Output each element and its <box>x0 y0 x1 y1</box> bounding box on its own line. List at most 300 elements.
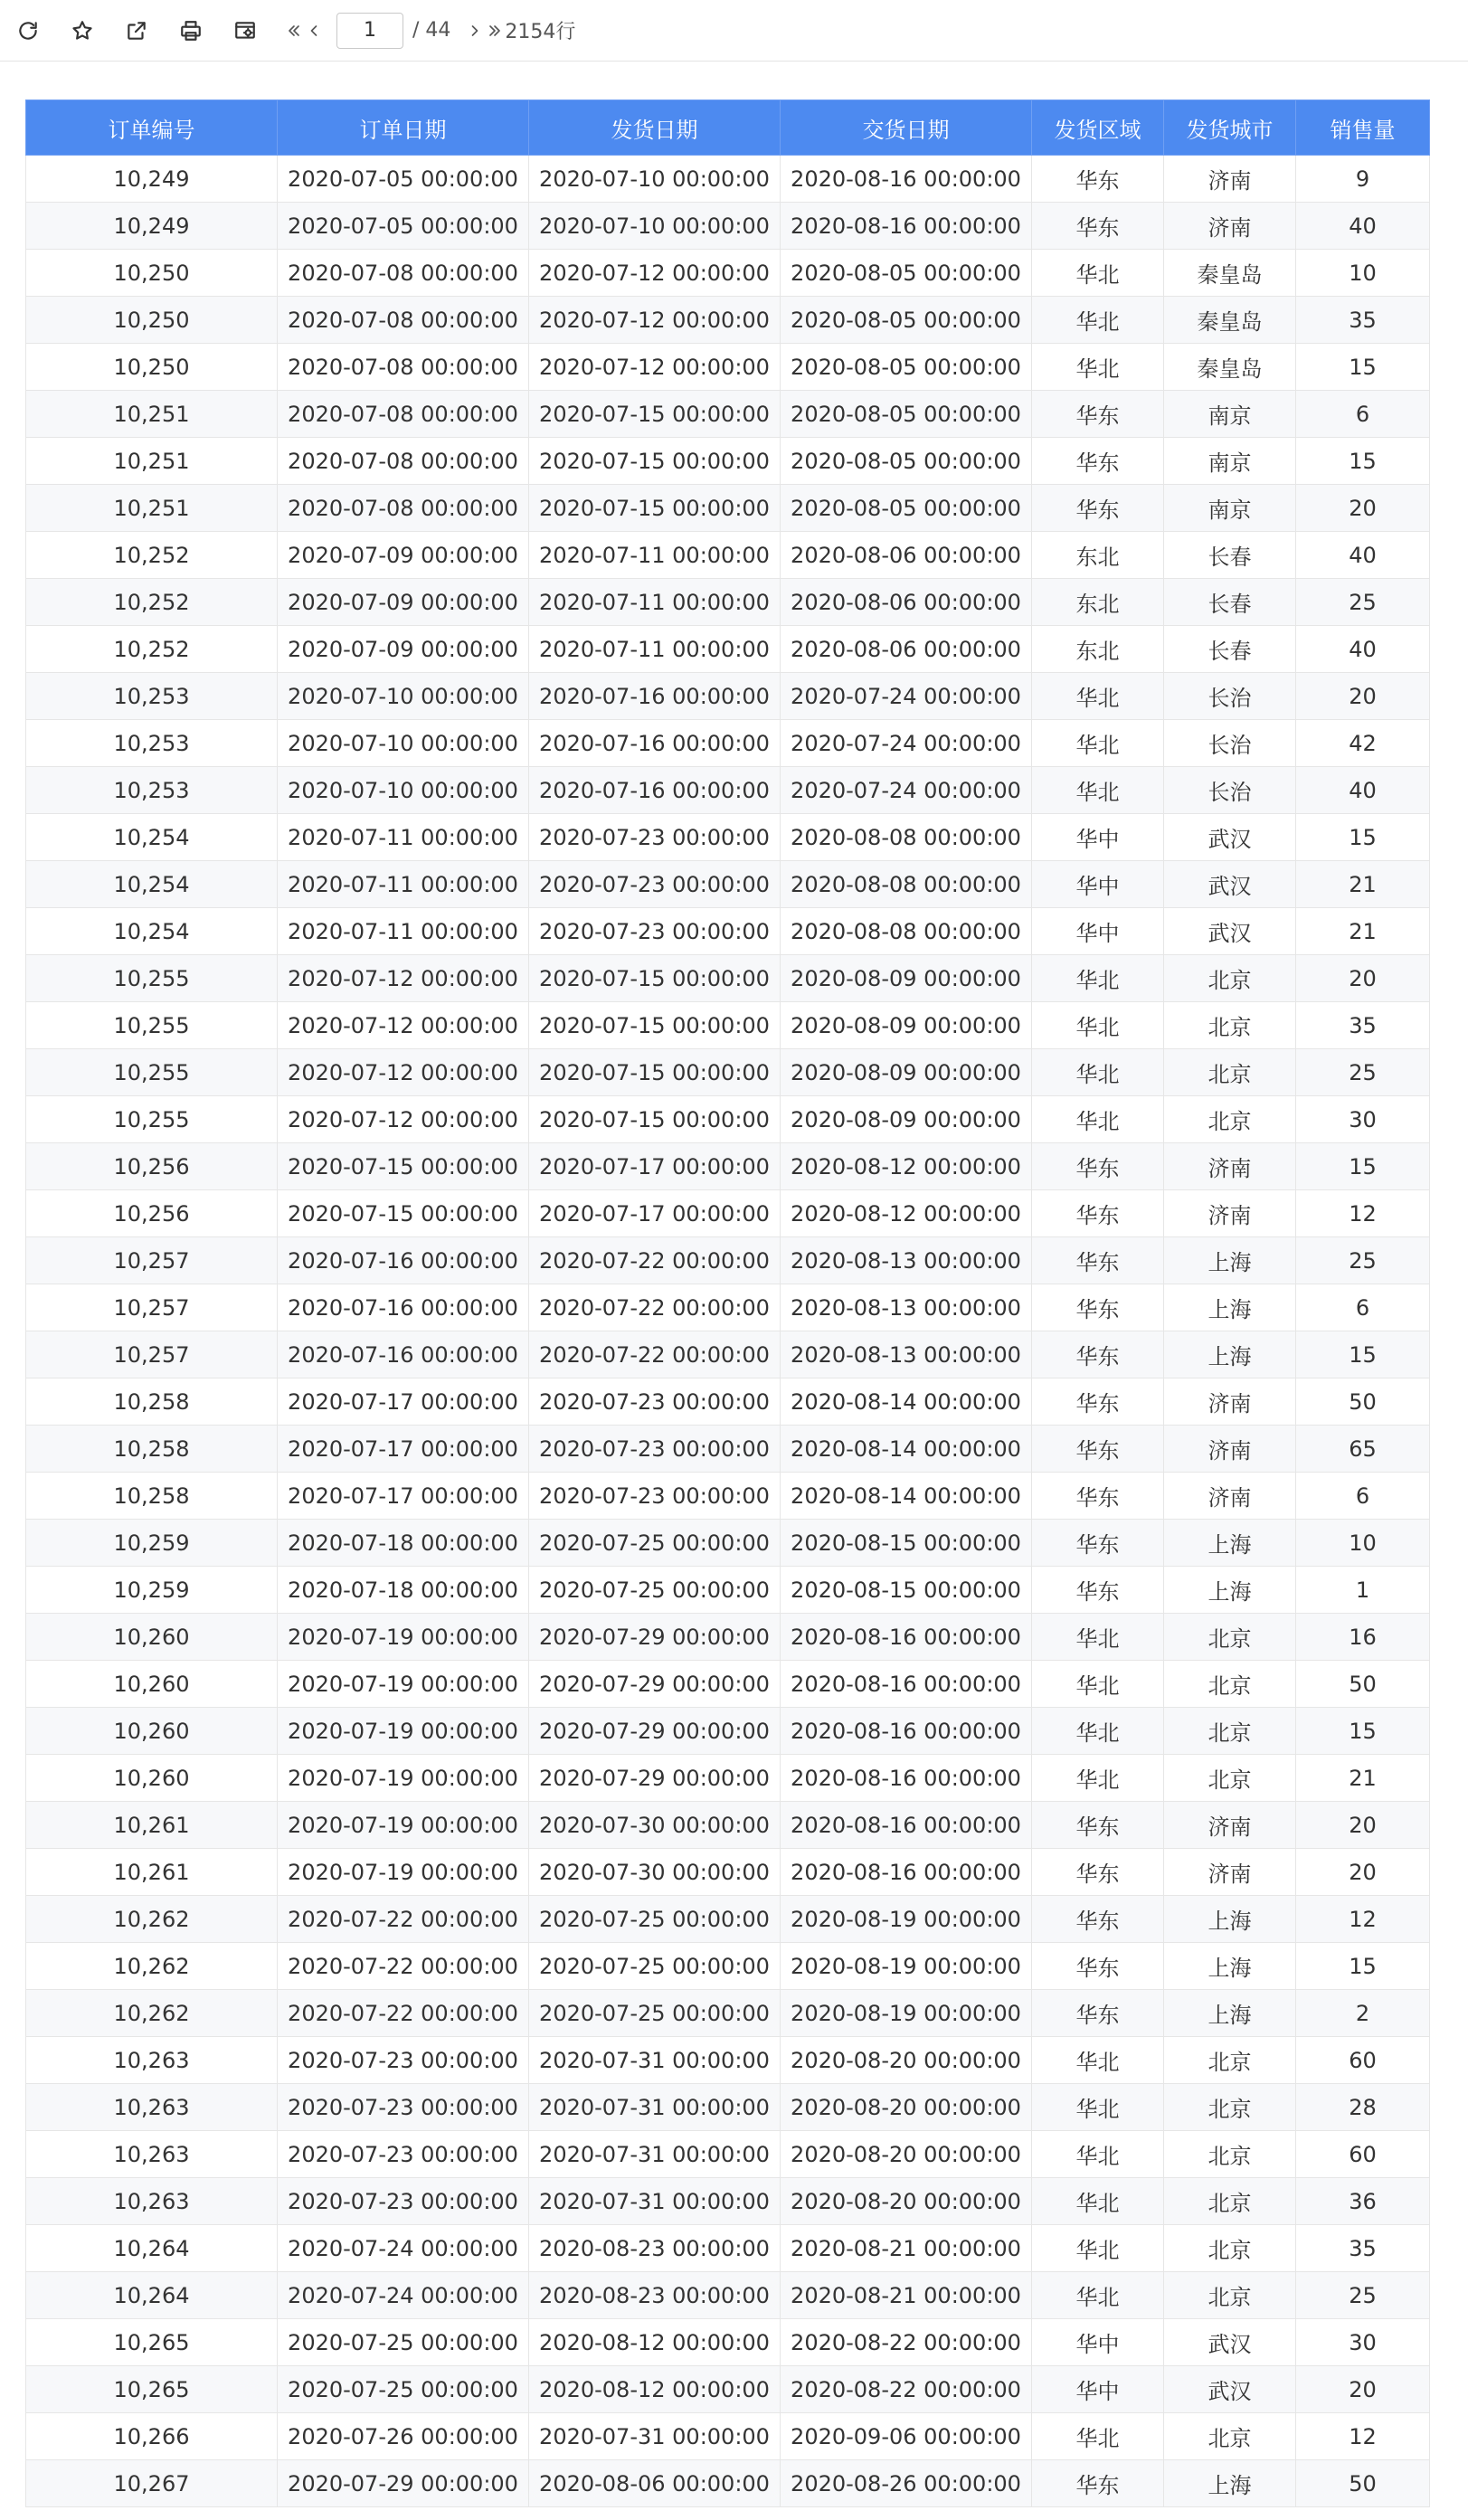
table-row <box>26 1943 1430 1990</box>
table-cell: 10,250 <box>26 344 278 391</box>
table-cell: 2020-07-25 00:00:00 <box>278 2366 529 2413</box>
table-cell: 武汉 <box>1164 861 1296 908</box>
table-cell: 10,265 <box>26 2366 278 2413</box>
table-cell: 16 <box>1296 1614 1430 1661</box>
table-cell: 2020-07-08 00:00:00 <box>278 344 529 391</box>
table-row <box>26 2037 1430 2084</box>
table-cell: 10,251 <box>26 391 278 438</box>
table-cell: 上海 <box>1164 1896 1296 1943</box>
table-cell: 华北 <box>1032 1002 1164 1049</box>
table-cell: 10,257 <box>26 1237 278 1284</box>
table-cell: 华东 <box>1032 156 1164 203</box>
table-cell: 10,261 <box>26 1802 278 1849</box>
table-cell: 2020-08-09 00:00:00 <box>781 1002 1032 1049</box>
table-cell: 2020-07-31 00:00:00 <box>529 2131 781 2178</box>
table-row <box>26 250 1430 297</box>
table-cell: 25 <box>1296 2272 1430 2319</box>
table-cell: 2020-07-18 00:00:00 <box>278 1567 529 1614</box>
table-cell: 华北 <box>1032 673 1164 720</box>
table-cell: 秦皇岛 <box>1164 250 1296 297</box>
table-cell: 10,253 <box>26 767 278 814</box>
table-cell: 上海 <box>1164 2460 1296 2507</box>
table-cell: 华北 <box>1032 2037 1164 2084</box>
table-cell: 2020-07-09 00:00:00 <box>278 626 529 673</box>
table-cell: 2020-07-12 00:00:00 <box>278 1002 529 1049</box>
table-cell: 2020-07-19 00:00:00 <box>278 1708 529 1755</box>
table-cell: 武汉 <box>1164 2366 1296 2413</box>
table-cell: 2020-08-19 00:00:00 <box>781 1943 1032 1990</box>
table-cell: 10,255 <box>26 955 278 1002</box>
table-cell: 2020-08-06 00:00:00 <box>529 2460 781 2507</box>
table-cell: 华东 <box>1032 1378 1164 1426</box>
table-cell: 华东 <box>1032 1896 1164 1943</box>
column-header[interactable]: 订单日期 <box>278 100 529 156</box>
column-header[interactable]: 发货城市 <box>1164 100 1296 156</box>
table-cell: 35 <box>1296 1002 1430 1049</box>
table-cell: 2020-07-25 00:00:00 <box>529 1896 781 1943</box>
table-cell: 北京 <box>1164 2131 1296 2178</box>
table-cell: 北京 <box>1164 1096 1296 1143</box>
table-cell: 2020-07-08 00:00:00 <box>278 485 529 532</box>
table-cell: 2020-07-31 00:00:00 <box>529 2084 781 2131</box>
table-row <box>26 2319 1430 2366</box>
table-cell: 10,260 <box>26 1614 278 1661</box>
table-cell: 10,259 <box>26 1567 278 1614</box>
table-cell: 30 <box>1296 1096 1430 1143</box>
table-cell: 10 <box>1296 250 1430 297</box>
table-cell: 40 <box>1296 767 1430 814</box>
table-cell: 2020-07-29 00:00:00 <box>278 2460 529 2507</box>
column-header[interactable]: 发货区域 <box>1032 100 1164 156</box>
table-cell: 长治 <box>1164 767 1296 814</box>
table-cell: 华东 <box>1032 1190 1164 1237</box>
table-cell: 10,254 <box>26 861 278 908</box>
table-cell: 2020-08-19 00:00:00 <box>781 1990 1032 2037</box>
table-cell: 2020-07-11 00:00:00 <box>529 626 781 673</box>
table-cell: 华东 <box>1032 391 1164 438</box>
table-row <box>26 156 1430 203</box>
table-row <box>26 1002 1430 1049</box>
table-cell: 2020-07-22 00:00:00 <box>278 1896 529 1943</box>
table-cell: 北京 <box>1164 1049 1296 1096</box>
table-cell: 东北 <box>1032 532 1164 579</box>
table-cell: 10,257 <box>26 1331 278 1378</box>
table-cell: 2020-07-15 00:00:00 <box>278 1190 529 1237</box>
table-cell: 2 <box>1296 1990 1430 2037</box>
table-cell: 2020-07-05 00:00:00 <box>278 203 529 250</box>
table-cell: 上海 <box>1164 1520 1296 1567</box>
table-cell: 华北 <box>1032 2084 1164 2131</box>
table-cell: 上海 <box>1164 1331 1296 1378</box>
table-row <box>26 1802 1430 1849</box>
table-cell: 2020-07-30 00:00:00 <box>529 1849 781 1896</box>
table-cell: 15 <box>1296 1331 1430 1378</box>
table-cell: 10,263 <box>26 2131 278 2178</box>
table-cell: 2020-07-23 00:00:00 <box>529 908 781 955</box>
print-icon[interactable] <box>175 15 206 46</box>
table-cell: 10,263 <box>26 2037 278 2084</box>
table-row <box>26 1755 1430 1802</box>
table-cell: 10,252 <box>26 532 278 579</box>
table-cell: 10,260 <box>26 1708 278 1755</box>
table-cell: 10,257 <box>26 1284 278 1331</box>
table-cell: 2020-08-21 00:00:00 <box>781 2272 1032 2319</box>
table-cell: 50 <box>1296 1661 1430 1708</box>
page-number-input[interactable] <box>336 13 403 49</box>
table-body <box>26 156 1430 2507</box>
column-header[interactable]: 发货日期 <box>529 100 781 156</box>
table-cell: 10,256 <box>26 1190 278 1237</box>
table-row <box>26 438 1430 485</box>
table-cell: 2020-07-25 00:00:00 <box>529 1990 781 2037</box>
table-cell: 武汉 <box>1164 814 1296 861</box>
table-cell: 2020-07-25 00:00:00 <box>529 1567 781 1614</box>
table-row <box>26 1143 1430 1190</box>
table-cell: 北京 <box>1164 2413 1296 2460</box>
table-cell: 2020-08-05 00:00:00 <box>781 391 1032 438</box>
table-cell: 华北 <box>1032 720 1164 767</box>
table-row <box>26 2460 1430 2507</box>
table-cell: 2020-07-22 00:00:00 <box>529 1331 781 1378</box>
table-cell: 华北 <box>1032 2225 1164 2272</box>
table-cell: 北京 <box>1164 2084 1296 2131</box>
table-cell: 10,260 <box>26 1661 278 1708</box>
table-cell: 上海 <box>1164 1943 1296 1990</box>
table-cell: 北京 <box>1164 955 1296 1002</box>
table-cell: 2020-07-10 00:00:00 <box>278 673 529 720</box>
table-cell: 2020-08-14 00:00:00 <box>781 1426 1032 1473</box>
table-cell: 北京 <box>1164 1755 1296 1802</box>
table-cell: 40 <box>1296 532 1430 579</box>
table-cell: 2020-07-23 00:00:00 <box>529 1378 781 1426</box>
table-cell: 2020-07-15 00:00:00 <box>278 1143 529 1190</box>
table-cell: 2020-07-12 00:00:00 <box>278 955 529 1002</box>
table-cell: 2020-07-11 00:00:00 <box>529 579 781 626</box>
last-page-icon[interactable] <box>485 15 505 46</box>
table-cell: 25 <box>1296 1237 1430 1284</box>
table-cell: 华北 <box>1032 2178 1164 2225</box>
table-cell: 60 <box>1296 2131 1430 2178</box>
table-cell: 华北 <box>1032 955 1164 1002</box>
table-row <box>26 532 1430 579</box>
table-cell: 2020-07-05 00:00:00 <box>278 156 529 203</box>
table-cell: 2020-08-12 00:00:00 <box>529 2319 781 2366</box>
table-row <box>26 1614 1430 1661</box>
table-cell: 2020-08-20 00:00:00 <box>781 2131 1032 2178</box>
table-cell: 华北 <box>1032 1614 1164 1661</box>
table-cell: 10,265 <box>26 2319 278 2366</box>
table-cell: 10,253 <box>26 673 278 720</box>
table-cell: 济南 <box>1164 1473 1296 1520</box>
table-cell: 12 <box>1296 2413 1430 2460</box>
table-row <box>26 2084 1430 2131</box>
table-row <box>26 203 1430 250</box>
table-cell: 北京 <box>1164 2037 1296 2084</box>
table-cell: 长治 <box>1164 720 1296 767</box>
table-row <box>26 1567 1430 1614</box>
column-header[interactable]: 订单编号 <box>26 100 278 156</box>
column-header[interactable]: 销售量 <box>1296 100 1430 156</box>
table-cell: 2020-08-14 00:00:00 <box>781 1473 1032 1520</box>
table-cell: 35 <box>1296 297 1430 344</box>
table-cell: 华北 <box>1032 767 1164 814</box>
table-cell: 20 <box>1296 955 1430 1002</box>
table-cell: 2020-07-16 00:00:00 <box>529 767 781 814</box>
column-header[interactable]: 交货日期 <box>781 100 1032 156</box>
table-row <box>26 2272 1430 2319</box>
table-cell: 2020-08-09 00:00:00 <box>781 1049 1032 1096</box>
table-cell: 30 <box>1296 2319 1430 2366</box>
report-toolbar <box>0 0 1468 62</box>
table-cell: 2020-07-23 00:00:00 <box>278 2131 529 2178</box>
table-cell: 15 <box>1296 814 1430 861</box>
table-cell: 2020-07-10 00:00:00 <box>278 767 529 814</box>
table-cell: 25 <box>1296 1049 1430 1096</box>
table-cell: 2020-08-16 00:00:00 <box>781 1802 1032 1849</box>
table-cell: 2020-08-23 00:00:00 <box>529 2225 781 2272</box>
table-row <box>26 391 1430 438</box>
table-cell: 2020-08-06 00:00:00 <box>781 579 1032 626</box>
table-cell: 6 <box>1296 1473 1430 1520</box>
table-cell: 20 <box>1296 2366 1430 2413</box>
table-cell: 2020-07-15 00:00:00 <box>529 955 781 1002</box>
table-cell: 10,249 <box>26 203 278 250</box>
table-row <box>26 720 1430 767</box>
table-cell: 长治 <box>1164 673 1296 720</box>
table-cell: 12 <box>1296 1896 1430 1943</box>
table-cell: 42 <box>1296 720 1430 767</box>
table-cell: 华东 <box>1032 1943 1164 1990</box>
table-cell: 华东 <box>1032 1567 1164 1614</box>
star-icon[interactable] <box>67 15 98 46</box>
table-cell: 20 <box>1296 1802 1430 1849</box>
table-cell: 2020-07-24 00:00:00 <box>278 2225 529 2272</box>
table-cell: 华北 <box>1032 1049 1164 1096</box>
table-cell: 10,249 <box>26 156 278 203</box>
table-cell: 2020-07-19 00:00:00 <box>278 1802 529 1849</box>
table-cell: 华北 <box>1032 1096 1164 1143</box>
table-row <box>26 2178 1430 2225</box>
table-cell: 华东 <box>1032 438 1164 485</box>
table-cell: 东北 <box>1032 626 1164 673</box>
table-cell: 济南 <box>1164 1849 1296 1896</box>
table-cell: 2020-07-19 00:00:00 <box>278 1614 529 1661</box>
table-cell: 华东 <box>1032 1802 1164 1849</box>
table-cell: 2020-08-19 00:00:00 <box>781 1896 1032 1943</box>
pagination <box>284 13 575 49</box>
table-cell: 2020-07-23 00:00:00 <box>278 2037 529 2084</box>
refresh-icon[interactable] <box>13 15 43 46</box>
table-cell: 50 <box>1296 2460 1430 2507</box>
table-cell: 2020-07-11 00:00:00 <box>278 908 529 955</box>
table-cell: 40 <box>1296 626 1430 673</box>
table-cell: 2020-07-23 00:00:00 <box>529 1426 781 1473</box>
table-cell: 2020-07-29 00:00:00 <box>529 1661 781 1708</box>
table-cell: 10 <box>1296 1520 1430 1567</box>
table-cell: 上海 <box>1164 1990 1296 2037</box>
table-cell: 济南 <box>1164 203 1296 250</box>
table-cell: 2020-07-17 00:00:00 <box>278 1378 529 1426</box>
table-cell: 2020-07-12 00:00:00 <box>529 344 781 391</box>
table-cell: 华北 <box>1032 2131 1164 2178</box>
table-cell: 2020-07-15 00:00:00 <box>529 438 781 485</box>
table-cell: 2020-07-19 00:00:00 <box>278 1755 529 1802</box>
table-cell: 20 <box>1296 1849 1430 1896</box>
table-row <box>26 2225 1430 2272</box>
total-pages: / 44 <box>412 19 451 42</box>
table-cell: 济南 <box>1164 1426 1296 1473</box>
table-row <box>26 2413 1430 2460</box>
table-cell: 2020-08-16 00:00:00 <box>781 1849 1032 1896</box>
table-row <box>26 1473 1430 1520</box>
table-cell: 21 <box>1296 1755 1430 1802</box>
settings-icon[interactable] <box>230 15 260 46</box>
table-cell: 2020-08-22 00:00:00 <box>781 2319 1032 2366</box>
table-cell: 2020-07-08 00:00:00 <box>278 297 529 344</box>
table-row <box>26 485 1430 532</box>
table-cell: 2020-08-26 00:00:00 <box>781 2460 1032 2507</box>
table-cell: 华东 <box>1032 2460 1164 2507</box>
table-row <box>26 2366 1430 2413</box>
table-cell: 10,258 <box>26 1426 278 1473</box>
table-cell: 2020-07-11 00:00:00 <box>278 861 529 908</box>
table-cell: 2020-07-12 00:00:00 <box>278 1096 529 1143</box>
table-cell: 上海 <box>1164 1284 1296 1331</box>
table-cell: 2020-08-16 00:00:00 <box>781 1755 1032 1802</box>
table-cell: 2020-08-16 00:00:00 <box>781 156 1032 203</box>
table-cell: 2020-08-06 00:00:00 <box>781 626 1032 673</box>
table-cell: 2020-07-24 00:00:00 <box>278 2272 529 2319</box>
table-row <box>26 908 1430 955</box>
table-row <box>26 1990 1430 2037</box>
table-cell: 2020-07-12 00:00:00 <box>529 297 781 344</box>
table-cell: 2020-07-15 00:00:00 <box>529 1002 781 1049</box>
table-cell: 北京 <box>1164 2225 1296 2272</box>
table-row <box>26 673 1430 720</box>
table-cell: 华中 <box>1032 2319 1164 2366</box>
table-row <box>26 1896 1430 1943</box>
table-cell: 15 <box>1296 1143 1430 1190</box>
table-cell: 2020-07-10 00:00:00 <box>278 720 529 767</box>
table-cell: 2020-07-16 00:00:00 <box>278 1237 529 1284</box>
table-cell: 华东 <box>1032 1990 1164 2037</box>
table-cell: 10,263 <box>26 2084 278 2131</box>
table-cell: 20 <box>1296 485 1430 532</box>
table-cell: 21 <box>1296 861 1430 908</box>
table-cell: 长春 <box>1164 532 1296 579</box>
table-cell: 2020-07-15 00:00:00 <box>529 1096 781 1143</box>
table-cell: 35 <box>1296 2225 1430 2272</box>
table-cell: 2020-08-20 00:00:00 <box>781 2084 1032 2131</box>
table-row <box>26 1426 1430 1473</box>
table-cell: 10,251 <box>26 485 278 532</box>
table-cell: 21 <box>1296 908 1430 955</box>
table-cell: 10,252 <box>26 626 278 673</box>
table-cell: 华东 <box>1032 1331 1164 1378</box>
table-row <box>26 1520 1430 1567</box>
table-cell: 10,254 <box>26 908 278 955</box>
export-icon[interactable] <box>121 15 152 46</box>
table-cell: 2020-07-12 00:00:00 <box>278 1049 529 1096</box>
table-cell: 10,255 <box>26 1049 278 1096</box>
table-cell: 2020-08-09 00:00:00 <box>781 955 1032 1002</box>
table-cell: 长春 <box>1164 626 1296 673</box>
table-cell: 2020-08-13 00:00:00 <box>781 1237 1032 1284</box>
table-cell: 2020-07-26 00:00:00 <box>278 2413 529 2460</box>
table-cell: 华中 <box>1032 814 1164 861</box>
table-row <box>26 1096 1430 1143</box>
table-cell: 10,264 <box>26 2225 278 2272</box>
table-cell: 2020-08-05 00:00:00 <box>781 344 1032 391</box>
table-cell: 2020-07-09 00:00:00 <box>278 532 529 579</box>
table-cell: 6 <box>1296 1284 1430 1331</box>
table-cell: 华北 <box>1032 344 1164 391</box>
table-cell: 2020-07-12 00:00:00 <box>529 250 781 297</box>
table-cell: 武汉 <box>1164 2319 1296 2366</box>
table-cell: 2020-07-24 00:00:00 <box>781 673 1032 720</box>
table-cell: 10,250 <box>26 250 278 297</box>
first-page-icon[interactable] <box>284 15 304 46</box>
table-cell: 10,263 <box>26 2178 278 2225</box>
table-cell: 20 <box>1296 673 1430 720</box>
table-cell: 2020-08-12 00:00:00 <box>781 1190 1032 1237</box>
table-cell: 10,267 <box>26 2460 278 2507</box>
table-row <box>26 2131 1430 2178</box>
table-cell: 2020-07-23 00:00:00 <box>529 814 781 861</box>
table-row <box>26 861 1430 908</box>
table-cell: 华东 <box>1032 1237 1164 1284</box>
table-cell: 2020-07-17 00:00:00 <box>278 1426 529 1473</box>
table-cell: 15 <box>1296 1943 1430 1990</box>
table-cell: 10,255 <box>26 1002 278 1049</box>
table-cell: 2020-08-12 00:00:00 <box>781 1143 1032 1190</box>
table-cell: 15 <box>1296 1708 1430 1755</box>
table-cell: 10,255 <box>26 1096 278 1143</box>
prev-page-icon[interactable] <box>304 15 324 46</box>
table-cell: 南京 <box>1164 485 1296 532</box>
table-cell: 华东 <box>1032 1284 1164 1331</box>
table-cell: 华北 <box>1032 297 1164 344</box>
table-cell: 10,256 <box>26 1143 278 1190</box>
table-row <box>26 955 1430 1002</box>
table-cell: 2020-08-12 00:00:00 <box>529 2366 781 2413</box>
table-cell: 2020-07-24 00:00:00 <box>781 720 1032 767</box>
table-cell: 10,253 <box>26 720 278 767</box>
table-cell: 2020-08-15 00:00:00 <box>781 1520 1032 1567</box>
table-cell: 2020-07-25 00:00:00 <box>278 2319 529 2366</box>
table-cell: 2020-07-15 00:00:00 <box>529 1049 781 1096</box>
table-cell: 华东 <box>1032 1520 1164 1567</box>
table-row <box>26 1849 1430 1896</box>
table-cell: 华北 <box>1032 2413 1164 2460</box>
table-cell: 2020-08-08 00:00:00 <box>781 908 1032 955</box>
table-cell: 济南 <box>1164 1143 1296 1190</box>
table-cell: 南京 <box>1164 391 1296 438</box>
table-cell: 2020-08-05 00:00:00 <box>781 250 1032 297</box>
next-page-icon[interactable] <box>465 15 485 46</box>
table-cell: 10,250 <box>26 297 278 344</box>
table-cell: 长春 <box>1164 579 1296 626</box>
table-cell: 华东 <box>1032 1426 1164 1473</box>
table-row <box>26 579 1430 626</box>
table-row <box>26 1378 1430 1426</box>
table-cell: 2020-07-11 00:00:00 <box>278 814 529 861</box>
table-cell: 2020-07-25 00:00:00 <box>529 1943 781 1990</box>
table-cell: 2020-08-08 00:00:00 <box>781 814 1032 861</box>
table-cell: 2020-07-23 00:00:00 <box>278 2178 529 2225</box>
table-cell: 华中 <box>1032 2366 1164 2413</box>
table-cell: 2020-07-22 00:00:00 <box>278 1943 529 1990</box>
